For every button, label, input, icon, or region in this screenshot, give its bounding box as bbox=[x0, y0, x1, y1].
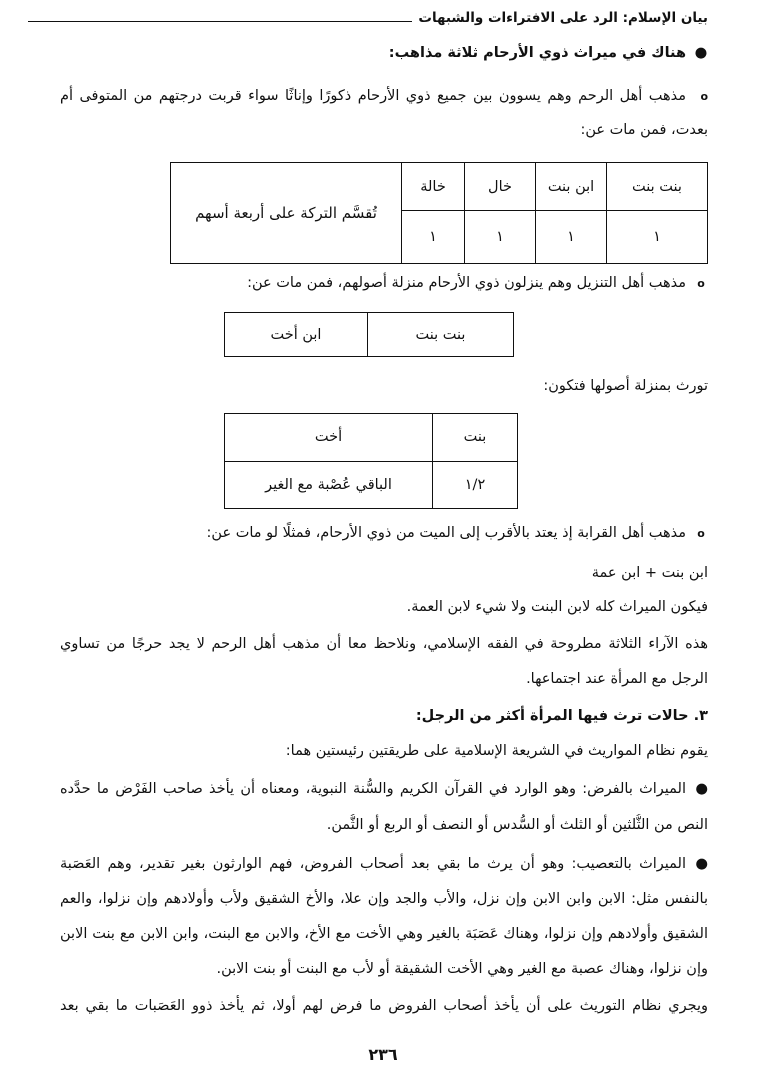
table-tanzil bbox=[224, 312, 514, 357]
fard-text-1: الميراث بالفرض: وهو الوارد في القرآن الكريم والسُّنة النبوية، ومعناه أن يأخذ صاحب الفَرْض ما حدَّده bbox=[60, 781, 686, 797]
table-cell: بنت بنت bbox=[368, 313, 514, 357]
madhhab-tanzil-text: مذهب أهل التنزيل وهم ينزلون ذوي الأرحام منزلة أصولهم، فمن مات عن: bbox=[247, 275, 686, 291]
table-rahm-header-row bbox=[171, 163, 708, 211]
header-rule bbox=[28, 21, 412, 22]
madhhab-qaraba-text: مذهب أهل القرابة إذ يعتد بالأقرب إلى الميت من ذوي الأرحام، فمثلًا لو مات عن: bbox=[206, 525, 686, 541]
bullet-marker: ● bbox=[694, 45, 708, 61]
table-cell: ١ bbox=[465, 211, 536, 264]
circle-marker: o bbox=[697, 277, 705, 290]
table-cell: بنت bbox=[433, 414, 518, 462]
table-rahm bbox=[170, 162, 708, 264]
table-cell: أخت bbox=[225, 414, 433, 462]
bullet-marker: ● bbox=[695, 856, 708, 872]
madhhab-tanzil-line bbox=[60, 272, 708, 295]
table-cell: ابن بنت bbox=[536, 163, 607, 211]
circle-marker: o bbox=[697, 527, 705, 540]
table-rahm-note: تُقسَّم التركة على أربعة أسهم bbox=[171, 163, 402, 264]
final-line: ويجري نظام التوريث على أن يأخذ أصحاب الفروض ما فرض لهم أولا، ثم يأخذ ذوو العَصَبات ما بقي بعد bbox=[60, 998, 708, 1014]
intro-heading-line bbox=[60, 42, 708, 64]
table-asl bbox=[224, 413, 518, 509]
table-cell: بنت بنت bbox=[607, 163, 708, 211]
madhhab-rahm-text-1: مذهب أهل الرحم وهم يسوون بين جميع ذوي الأرحام ذكورًا وإناثًا سواء قربت درجتهم من المتوفى أم bbox=[60, 88, 686, 104]
tasib-line-2: بالنفس مثل: الابن وابن الابن وإن نزل، والأب والجد وإن علا، والأخ الشقيق ولأب وأولادهم وإن نزلوا، والعم bbox=[60, 891, 708, 907]
table-cell: ابن أخت bbox=[225, 313, 368, 357]
tasib-line-1 bbox=[60, 853, 708, 875]
inherit-line: تورث بمنزلة أصولها فتكون: bbox=[543, 378, 708, 394]
table-cell: خالة bbox=[402, 163, 465, 211]
table-cell: ١ bbox=[402, 211, 465, 264]
summary-line-1: هذه الآراء الثلاثة مطروحة في الفقه الإسلامي، ونلاحظ معا أن مذهب أهل الرحم لا يجد حرجًا من تساوي bbox=[60, 636, 708, 652]
table-row bbox=[225, 313, 514, 357]
fard-line-2: النص من الثُّلثين أو الثلث أو السُّدس أو النصف أو الربع أو الثُّمن. bbox=[326, 817, 708, 833]
table-cell: ١/٢ bbox=[433, 461, 518, 509]
table-cell: ١ bbox=[607, 211, 708, 264]
intro-heading: هناك في ميراث ذوي الأرحام ثلاثة مذاهب: bbox=[388, 45, 686, 61]
tasib-line-3: الشقيق وأولادهم وإن نزلوا، وهناك عَصَبَة بالغير وهي الأخت مع الأخ، والابن مع البنت، وابن الابن مع بنت الابن bbox=[60, 926, 708, 942]
table-cell: ١ bbox=[536, 211, 607, 264]
section-3-heading: ٣. حالات ترث فيها المرأة أكثر من الرجل: bbox=[415, 708, 708, 724]
result-line: فيكون الميراث كله لابن البنت ولا شيء لابن العمة. bbox=[406, 599, 708, 615]
system-line: يقوم نظام المواريث في الشريعة الإسلامية على طريقتين رئيستين هما: bbox=[285, 743, 708, 759]
table-cell: الباقي عُصْبة مع الغير bbox=[225, 461, 433, 509]
madhhab-rahm-line-1 bbox=[60, 85, 708, 108]
tasib-line-4: وإن نزلوا، وهناك عصبة مع الغير وهي الأخت الشقيقة أو لأب مع البنت أو بنت الابن. bbox=[216, 961, 708, 977]
madhhab-rahm-line-2: بعدت، فمن مات عن: bbox=[580, 122, 708, 138]
table-row bbox=[225, 414, 518, 462]
madhhab-qaraba-line bbox=[60, 522, 708, 545]
example-line: ابن بنت + ابن عمة bbox=[591, 565, 708, 581]
page-number: ٢٣٦ bbox=[368, 1045, 398, 1064]
table-row bbox=[225, 461, 518, 509]
bullet-marker: ● bbox=[695, 781, 708, 797]
table-cell: خال bbox=[465, 163, 536, 211]
circle-marker: o bbox=[700, 90, 708, 103]
tasib-text-1: الميراث بالتعصيب: وهو أن يرث ما بقي بعد أصحاب الفروض، فهم الوارثون بغير تقدير، وهم العَصَبة bbox=[60, 856, 686, 872]
fard-line-1 bbox=[60, 778, 708, 800]
summary-line-2: الرجل مع المرأة عند اجتماعها. bbox=[526, 671, 708, 687]
running-header bbox=[28, 10, 708, 26]
header-title: بيان الإسلام: الرد على الافتراءات والشبهات bbox=[418, 10, 708, 26]
